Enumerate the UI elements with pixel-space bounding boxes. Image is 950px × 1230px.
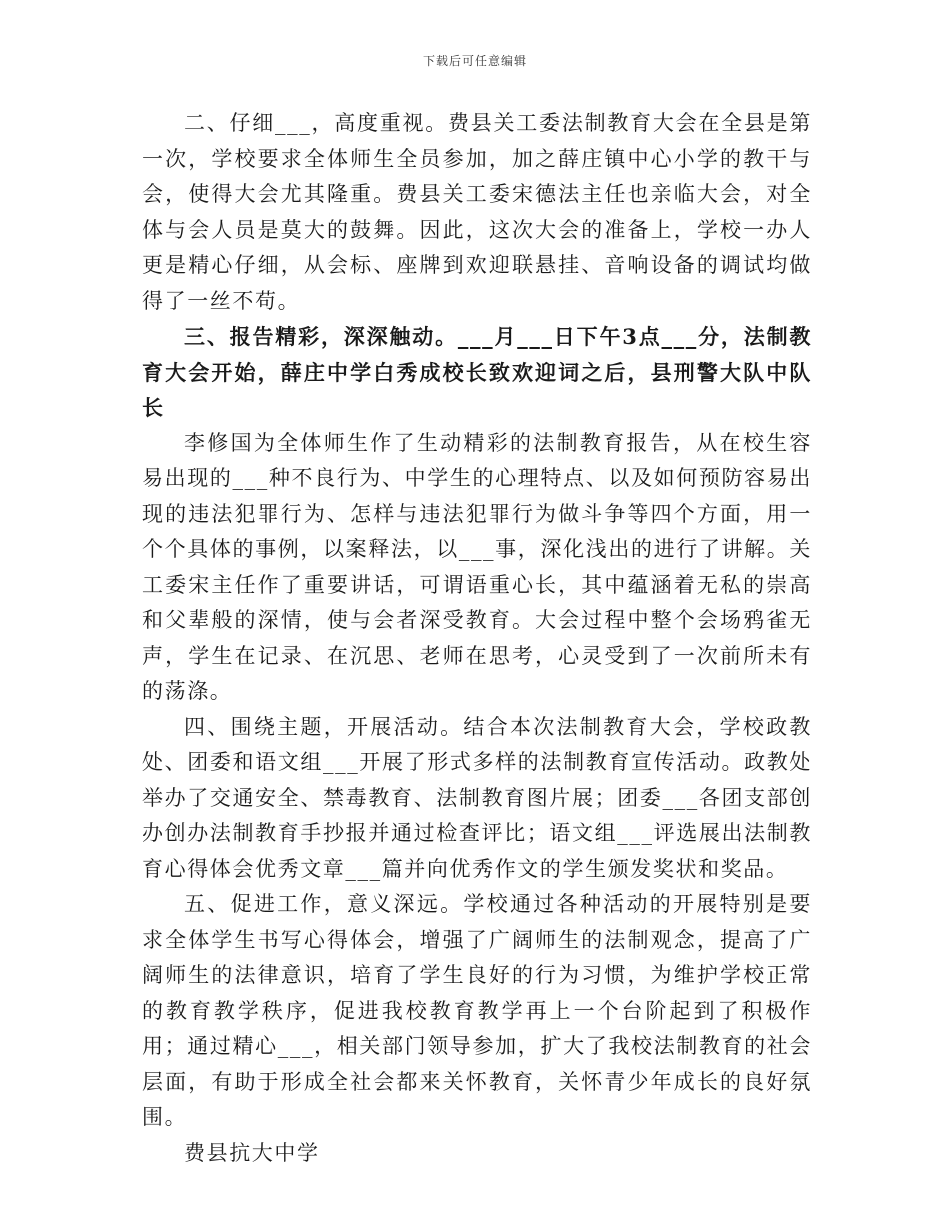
- document-body: [142, 106, 812, 1171]
- paragraph-section-five: 五、促进工作，意义深远。学校通过各种活动的开展特别是要求全体学生书写心得体会，增强了广阔师生的法制观念，提高了广阔师生的法律意识，培育了学生良好的行为习惯，为维护学校正常的教育教学秩序，促进我校教育教学再上一个台阶起到了积极作用；通过精心___，相关部门领导参加，扩大了我校法制教育的社会层面，有助于形成全社会都来关怀教育，关怀青少年成长的良好氛围。: [142, 892, 812, 1129]
- signature: 费县抗大中学: [184, 1140, 320, 1165]
- paragraph-section-three-heading: 三、报告精彩，深深触动。___月___日下午3点___分，法制教育大会开始，薛庄中学白秀成校长致欢迎词之后，县刑警大队中队长: [142, 324, 812, 420]
- page-header: 下载后可任意编辑: [422, 54, 527, 68]
- paragraph-section-three-body: 李修国为全体师生作了生动精彩的法制教育报告，从在校生容易出现的___种不良行为、中学生的心理特点、以及如何预防容易出现的违法犯罪行为、怎样与违法犯罪行为做斗争等四个方面，用一个个具体的事例，以案释法，以___事，深化浅出的进行了讲解。关工委宋主任作了重要讲话，可谓语重心长，其中蕴涵着无私的崇高和父辈般的深情，使与会者深受教育。大会过程中整个会场鸦雀无声，学生在记录、在沉思、老师在思考，心灵受到了一次前所未有的荡涤。: [142, 430, 812, 703]
- paragraph-section-four: 四、围绕主题，开展活动。结合本次法制教育大会，学校政教处、团委和语文组___开展了形式多样的法制教育宣传活动。政教处举办了交通安全、禁毒教育、法制教育图片展；团委___各团支部创办创办法制教育手抄报并通过检查评比；语文组___评选展出法制教育心得体会优秀文章___篇并向优秀作文的学生颁发奖状和奖品。: [142, 714, 812, 881]
- paragraph-section-two: 二、仔细___，高度重视。费县关工委法制教育大会在全县是第一次，学校要求全体师生全员参加，加之薛庄镇中心小学的教干与会，使得大会尤其隆重。费县关工委宋德法主任也亲临大会，对全体与会人员是莫大的鼓舞。因此，这次大会的准备上，学校一办人更是精心仔细，从会标、座牌到欢迎联悬挂、音响设备的调试均做得了一丝不苟。: [142, 111, 812, 313]
